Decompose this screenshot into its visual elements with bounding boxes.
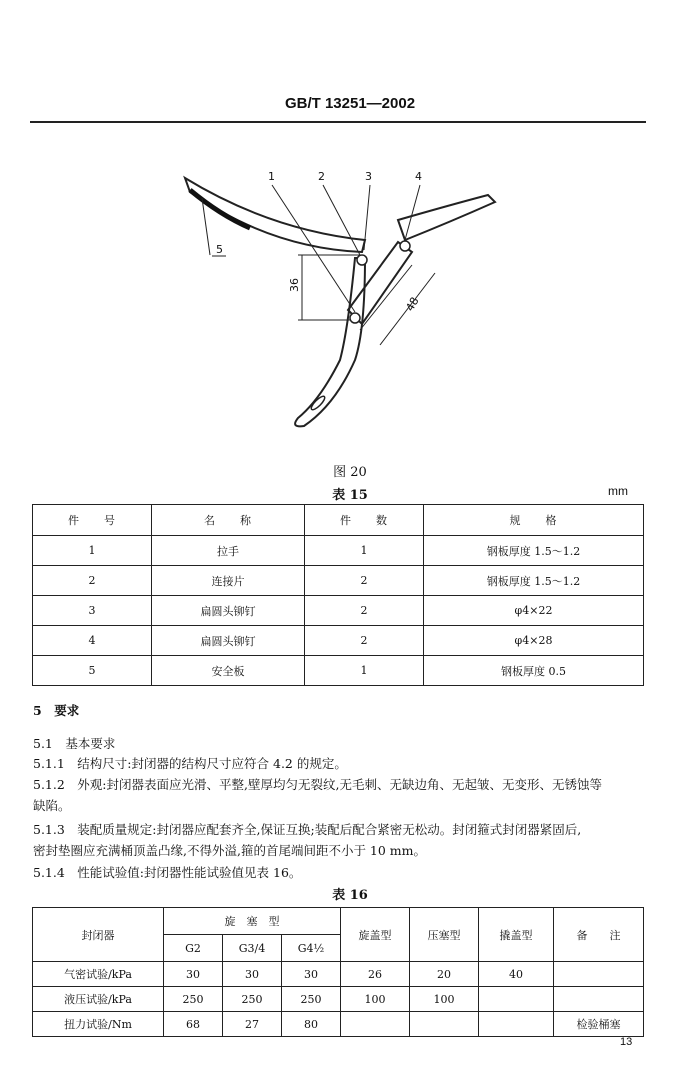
col-header-screw-plug: 旋 塞 型 bbox=[164, 908, 341, 935]
subheader-g4-half: G4½ bbox=[282, 935, 341, 962]
table-row bbox=[33, 596, 644, 626]
cell: 1 bbox=[305, 656, 424, 686]
table-header-row bbox=[33, 908, 644, 935]
cell: φ4×28 bbox=[424, 626, 644, 656]
right-plate bbox=[398, 195, 495, 240]
cell: 钢板厚度 1.5～1.2 bbox=[424, 536, 644, 566]
cell: 2 bbox=[305, 626, 424, 656]
clause-5-1-2-cont: 缺陷。 bbox=[33, 798, 71, 813]
cell: 26 bbox=[341, 962, 410, 987]
cell: 扁圆头铆钉 bbox=[152, 626, 305, 656]
callout-4: 4 bbox=[415, 170, 422, 183]
table-15-title: 表 15 bbox=[332, 488, 368, 503]
col-header-pry-cap: 撬盖型 bbox=[479, 908, 554, 962]
col-header-closure: 封闭器 bbox=[33, 908, 164, 962]
col-header-name: 名 称 bbox=[152, 505, 305, 536]
cell: 80 bbox=[282, 1012, 341, 1037]
cell: 2 bbox=[305, 566, 424, 596]
cell: 拉手 bbox=[152, 536, 305, 566]
subheader-g2: G2 bbox=[164, 935, 223, 962]
callout-1: 1 bbox=[268, 170, 275, 183]
subheader-g3-4: G3/4 bbox=[223, 935, 282, 962]
cell: 100 bbox=[410, 987, 479, 1012]
figure-caption: 图 20 bbox=[333, 465, 367, 480]
callout-2: 2 bbox=[318, 170, 325, 183]
cell: 扁圆头铆钉 bbox=[152, 596, 305, 626]
dimension-48: 48 bbox=[403, 294, 422, 314]
clause-5-1-1: 5.1.1 结构尺寸:封闭器的结构尺寸应符合 4.2 的规定。 bbox=[33, 756, 347, 771]
cell: 连接片 bbox=[152, 566, 305, 596]
cell: 250 bbox=[282, 987, 341, 1012]
cell: 20 bbox=[410, 962, 479, 987]
cell: 钢板厚度 1.5～1.2 bbox=[424, 566, 644, 596]
figure-20-drawing bbox=[150, 160, 530, 460]
table-15 bbox=[32, 504, 644, 686]
connecting-link bbox=[348, 242, 412, 324]
clause-5-1: 5.1 基本要求 bbox=[33, 736, 116, 751]
callout-3: 3 bbox=[365, 170, 372, 183]
table-16-title: 表 16 bbox=[332, 888, 368, 903]
safety-plate bbox=[190, 190, 250, 228]
cell: 3 bbox=[33, 596, 152, 626]
cell: 检验桶塞 bbox=[554, 1012, 644, 1037]
cell: 安全板 bbox=[152, 656, 305, 686]
cell: 扭力试验/Nm bbox=[33, 1012, 164, 1037]
table-row bbox=[33, 656, 644, 686]
table-row bbox=[33, 987, 644, 1012]
cell: 250 bbox=[223, 987, 282, 1012]
table-row bbox=[33, 962, 644, 987]
lever-handle bbox=[295, 258, 365, 426]
cell: 气密试验/kPa bbox=[33, 962, 164, 987]
cell bbox=[479, 1012, 554, 1037]
page-number: 13 bbox=[620, 1036, 633, 1048]
cell: 1 bbox=[33, 536, 152, 566]
col-header-screw-cap: 旋盖型 bbox=[341, 908, 410, 962]
col-header-spec: 规 格 bbox=[424, 505, 644, 536]
cell: 250 bbox=[164, 987, 223, 1012]
dimension-36: 36 bbox=[288, 278, 301, 292]
cell bbox=[341, 1012, 410, 1037]
col-header-part-no: 件 号 bbox=[33, 505, 152, 536]
cell: 30 bbox=[164, 962, 223, 987]
callout-5: 5 bbox=[216, 243, 223, 256]
cell: 30 bbox=[282, 962, 341, 987]
cell: 30 bbox=[223, 962, 282, 987]
rivet-upper-right bbox=[400, 241, 410, 251]
table-row bbox=[33, 626, 644, 656]
table-row bbox=[33, 536, 644, 566]
clause-5-1-3: 5.1.3 装配质量规定:封闭器应配套齐全,保证互换;装配后配合紧密无松动。封闭箍式封闭器紧固后, bbox=[33, 822, 582, 837]
cell: 40 bbox=[479, 962, 554, 987]
cell: 68 bbox=[164, 1012, 223, 1037]
cell bbox=[554, 962, 644, 987]
col-header-press-plug: 压塞型 bbox=[410, 908, 479, 962]
rivet-upper-left bbox=[357, 255, 367, 265]
cell: 2 bbox=[33, 566, 152, 596]
cell bbox=[410, 1012, 479, 1037]
standard-number-header: GB/T 13251—2002 bbox=[284, 95, 416, 112]
clause-5-1-3-cont: 密封垫圈应充满桶顶盖凸缘,不得外溢,箍的首尾端间距不小于 10 mm。 bbox=[33, 843, 427, 858]
table-header-row bbox=[33, 505, 644, 536]
cell bbox=[554, 987, 644, 1012]
table-15-unit: mm bbox=[608, 484, 628, 498]
clause-5-1-2: 5.1.2 外观:封闭器表面应光滑、平整,壁厚均匀无裂纹,无毛刺、无缺边角、无起皱、无变形、无锈蚀等 bbox=[33, 777, 602, 792]
col-header-quantity: 件 数 bbox=[305, 505, 424, 536]
cell: 4 bbox=[33, 626, 152, 656]
rivet-lower bbox=[350, 313, 360, 323]
cell bbox=[479, 987, 554, 1012]
section-5-heading: 5 要求 bbox=[33, 703, 80, 718]
col-header-remarks: 备 注 bbox=[554, 908, 644, 962]
clause-5-1-4: 5.1.4 性能试验值:封闭器性能试验值见表 16。 bbox=[33, 865, 302, 880]
cell: 5 bbox=[33, 656, 152, 686]
cell: 1 bbox=[305, 536, 424, 566]
cell: 100 bbox=[341, 987, 410, 1012]
cell: 2 bbox=[305, 596, 424, 626]
cell: 液压试验/kPa bbox=[33, 987, 164, 1012]
table-row bbox=[33, 566, 644, 596]
table-row bbox=[33, 1012, 644, 1037]
header-rule bbox=[30, 121, 646, 123]
cell: 钢板厚度 0.5 bbox=[424, 656, 644, 686]
cell: 27 bbox=[223, 1012, 282, 1037]
table-16 bbox=[32, 907, 644, 1037]
cell: φ4×22 bbox=[424, 596, 644, 626]
